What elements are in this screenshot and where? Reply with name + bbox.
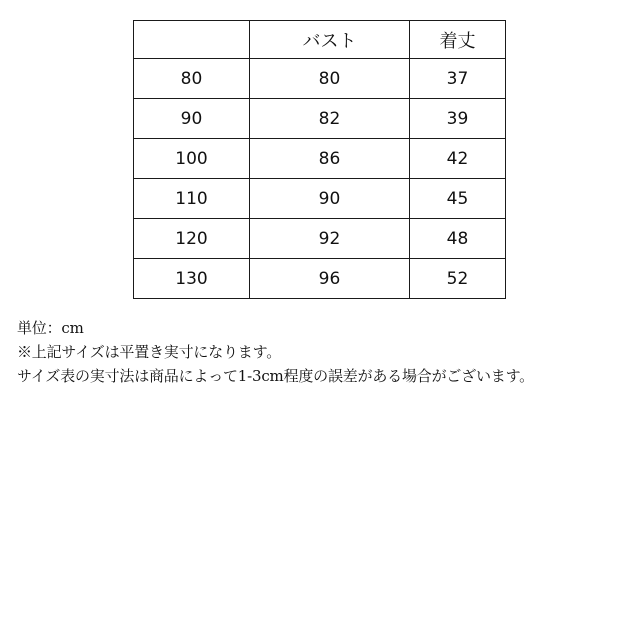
table-row [134, 59, 506, 99]
cell-size: 100 [134, 139, 250, 179]
cell-size: 130 [134, 259, 250, 299]
table-row [134, 219, 506, 259]
cell-length: 48 [410, 219, 506, 259]
cell-length: 37 [410, 59, 506, 99]
tolerance-note: サイズ表の実寸法は商品によって1-3cm程度の誤差がある場合がございます。 [17, 367, 534, 385]
measurement-note: ※上記サイズは平置き実寸になります。 [17, 343, 282, 361]
cell-size: 80 [134, 59, 250, 99]
cell-bust: 80 [250, 59, 410, 99]
cell-size: 90 [134, 99, 250, 139]
table-row [134, 99, 506, 139]
table-row [134, 259, 506, 299]
cell-bust: 96 [250, 259, 410, 299]
header-bust: バスト [250, 21, 410, 59]
cell-bust: 92 [250, 219, 410, 259]
cell-size: 120 [134, 219, 250, 259]
table-row [134, 179, 506, 219]
cell-bust: 90 [250, 179, 410, 219]
cell-length: 52 [410, 259, 506, 299]
table-row [134, 139, 506, 179]
size-chart-table [133, 20, 506, 299]
header-length: 着丈 [410, 21, 506, 59]
cell-length: 45 [410, 179, 506, 219]
table-header-row [134, 21, 506, 59]
header-size [134, 21, 250, 59]
cell-length: 42 [410, 139, 506, 179]
cell-size: 110 [134, 179, 250, 219]
unit-note: 単位：cm [17, 319, 84, 337]
cell-length: 39 [410, 99, 506, 139]
notes-block [17, 316, 534, 388]
cell-bust: 86 [250, 139, 410, 179]
cell-bust: 82 [250, 99, 410, 139]
